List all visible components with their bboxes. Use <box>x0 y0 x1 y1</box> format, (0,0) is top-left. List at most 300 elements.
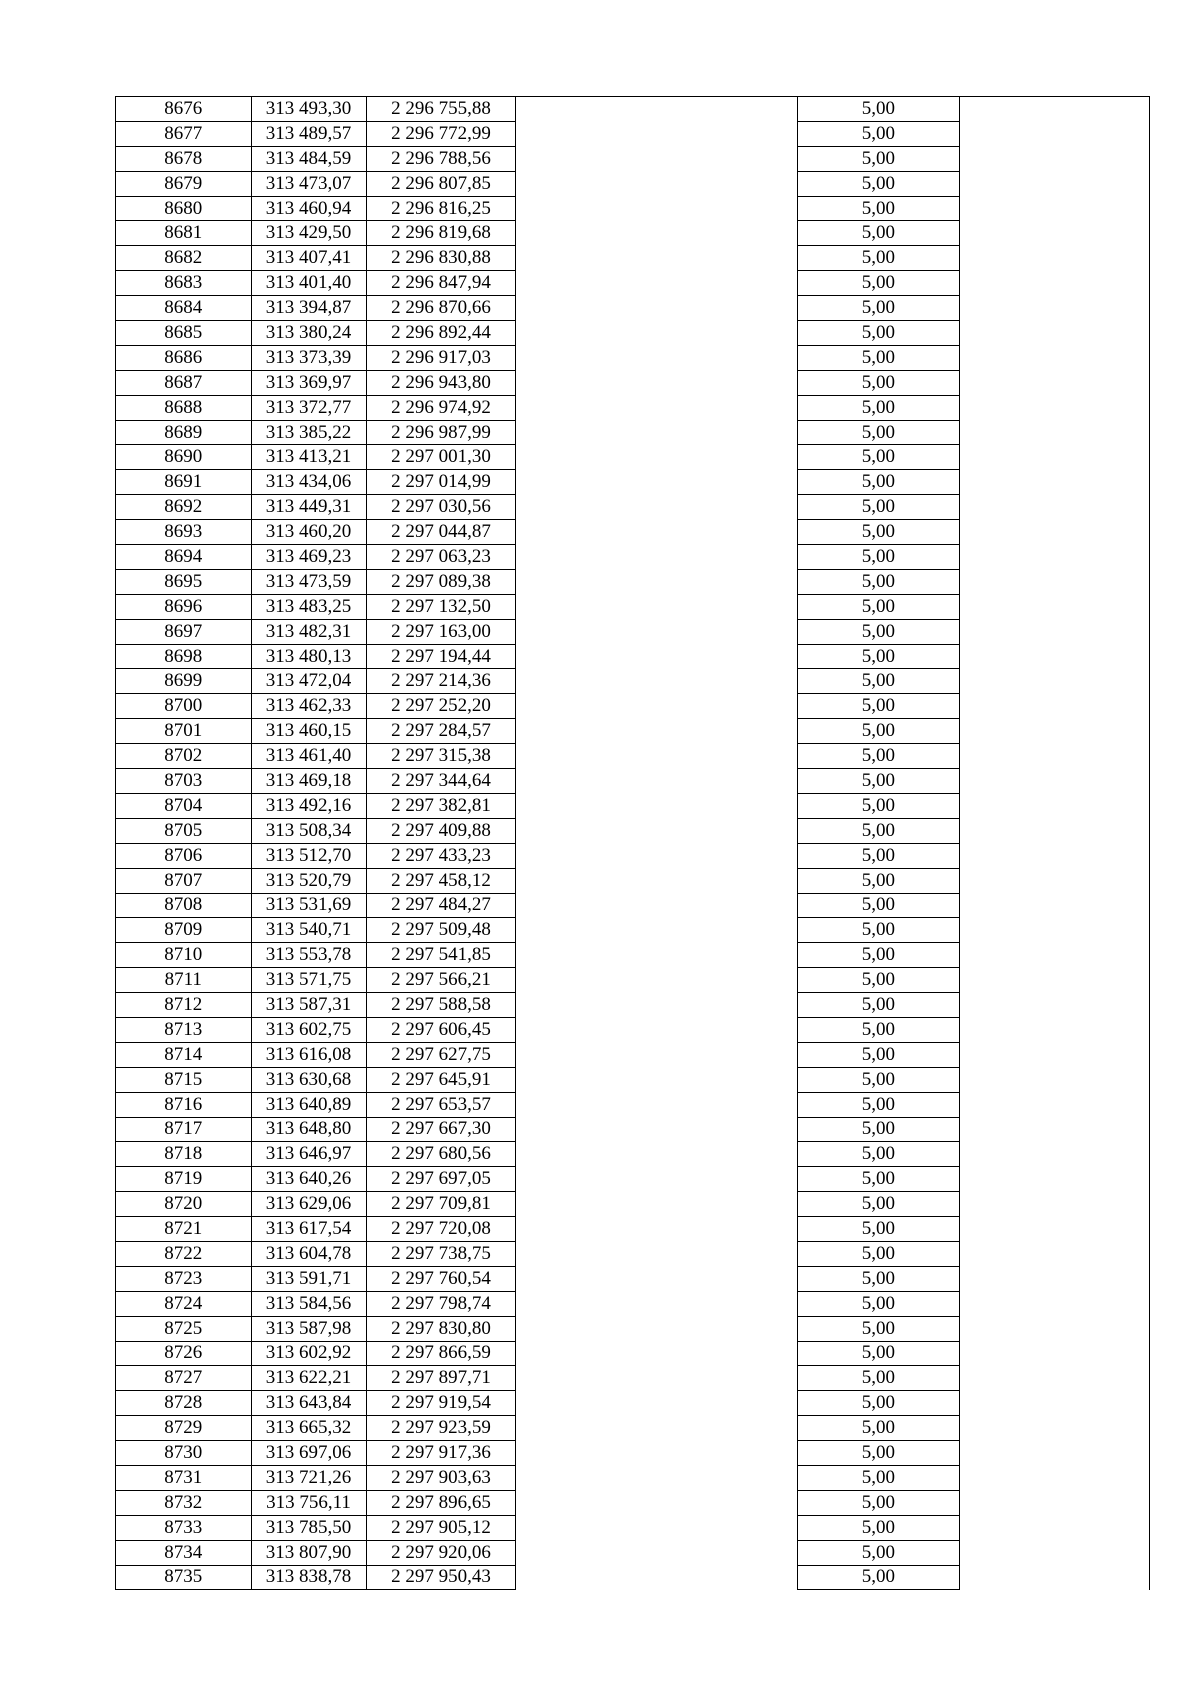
y-coordinate-cell: 2 297 680,56 <box>366 1142 516 1167</box>
x-coordinate-cell: 313 697,06 <box>251 1441 366 1466</box>
x-coordinate-cell: 313 591,71 <box>251 1266 366 1291</box>
y-coordinate-cell: 2 296 974,92 <box>366 395 516 420</box>
point-number-cell: 8703 <box>116 769 252 794</box>
empty-cell <box>960 221 1150 246</box>
table-row <box>116 569 1150 594</box>
empty-cell <box>516 1142 797 1167</box>
empty-cell <box>960 97 1150 122</box>
y-coordinate-cell: 2 297 001,30 <box>366 445 516 470</box>
table-row <box>116 1540 1150 1565</box>
point-number-cell: 8722 <box>116 1241 252 1266</box>
empty-cell <box>960 520 1150 545</box>
y-coordinate-cell: 2 297 315,38 <box>366 744 516 769</box>
table-row <box>116 1490 1150 1515</box>
table-row <box>116 1067 1150 1092</box>
value-cell: 5,00 <box>797 1017 959 1042</box>
empty-cell <box>960 1192 1150 1217</box>
value-cell: 5,00 <box>797 171 959 196</box>
table-row <box>116 97 1150 122</box>
value-cell: 5,00 <box>797 594 959 619</box>
point-number-cell: 8683 <box>116 271 252 296</box>
x-coordinate-cell: 313 434,06 <box>251 470 366 495</box>
table-row <box>116 1217 1150 1242</box>
table-row <box>116 395 1150 420</box>
table-row <box>116 296 1150 321</box>
empty-cell <box>516 744 797 769</box>
x-coordinate-cell: 313 460,20 <box>251 520 366 545</box>
value-cell: 5,00 <box>797 694 959 719</box>
y-coordinate-cell: 2 297 163,00 <box>366 619 516 644</box>
empty-cell <box>516 1117 797 1142</box>
empty-cell <box>960 1217 1150 1242</box>
table-row <box>116 893 1150 918</box>
y-coordinate-cell: 2 297 030,56 <box>366 495 516 520</box>
x-coordinate-cell: 313 785,50 <box>251 1515 366 1540</box>
table-row <box>116 943 1150 968</box>
empty-cell <box>960 769 1150 794</box>
empty-cell <box>516 993 797 1018</box>
x-coordinate-cell: 313 472,04 <box>251 669 366 694</box>
table-row <box>116 968 1150 993</box>
empty-cell <box>960 246 1150 271</box>
y-coordinate-cell: 2 297 919,54 <box>366 1391 516 1416</box>
empty-cell <box>960 1441 1150 1466</box>
x-coordinate-cell: 313 407,41 <box>251 246 366 271</box>
table-row <box>116 520 1150 545</box>
value-cell: 5,00 <box>797 1416 959 1441</box>
table-row <box>116 1142 1150 1167</box>
empty-cell <box>516 1217 797 1242</box>
table-row <box>116 1316 1150 1341</box>
y-coordinate-cell: 2 297 645,91 <box>366 1067 516 1092</box>
y-coordinate-cell: 2 297 709,81 <box>366 1192 516 1217</box>
table-row <box>116 868 1150 893</box>
empty-cell <box>516 1092 797 1117</box>
empty-cell <box>516 1241 797 1266</box>
point-number-cell: 8685 <box>116 321 252 346</box>
value-cell: 5,00 <box>797 1167 959 1192</box>
y-coordinate-cell: 2 297 132,50 <box>366 594 516 619</box>
x-coordinate-cell: 313 385,22 <box>251 420 366 445</box>
table-row <box>116 1266 1150 1291</box>
table-row <box>116 769 1150 794</box>
table-row <box>116 246 1150 271</box>
y-coordinate-cell: 2 296 892,44 <box>366 321 516 346</box>
point-number-cell: 8697 <box>116 619 252 644</box>
value-cell: 5,00 <box>797 520 959 545</box>
point-number-cell: 8720 <box>116 1192 252 1217</box>
empty-cell <box>960 345 1150 370</box>
value-cell: 5,00 <box>797 818 959 843</box>
empty-cell <box>516 420 797 445</box>
y-coordinate-cell: 2 297 433,23 <box>366 843 516 868</box>
point-number-cell: 8684 <box>116 296 252 321</box>
empty-cell <box>960 868 1150 893</box>
empty-cell <box>960 644 1150 669</box>
empty-cell <box>516 1042 797 1067</box>
table-row <box>116 619 1150 644</box>
value-cell: 5,00 <box>797 1291 959 1316</box>
empty-cell <box>960 1291 1150 1316</box>
x-coordinate-cell: 313 512,70 <box>251 843 366 868</box>
empty-cell <box>516 1366 797 1391</box>
value-cell: 5,00 <box>797 196 959 221</box>
point-number-cell: 8699 <box>116 669 252 694</box>
x-coordinate-cell: 313 508,34 <box>251 818 366 843</box>
y-coordinate-cell: 2 297 897,71 <box>366 1366 516 1391</box>
point-number-cell: 8723 <box>116 1266 252 1291</box>
empty-cell <box>960 1391 1150 1416</box>
empty-cell <box>960 171 1150 196</box>
empty-cell <box>960 1142 1150 1167</box>
empty-cell <box>960 1017 1150 1042</box>
empty-cell <box>960 843 1150 868</box>
x-coordinate-cell: 313 372,77 <box>251 395 366 420</box>
y-coordinate-cell: 2 296 943,80 <box>366 370 516 395</box>
value-cell: 5,00 <box>797 918 959 943</box>
empty-cell <box>516 171 797 196</box>
value-cell: 5,00 <box>797 445 959 470</box>
value-cell: 5,00 <box>797 669 959 694</box>
x-coordinate-cell: 313 462,33 <box>251 694 366 719</box>
value-cell: 5,00 <box>797 221 959 246</box>
x-coordinate-cell: 313 460,94 <box>251 196 366 221</box>
value-cell: 5,00 <box>797 1341 959 1366</box>
table-row <box>116 171 1150 196</box>
y-coordinate-cell: 2 296 819,68 <box>366 221 516 246</box>
y-coordinate-cell: 2 297 541,85 <box>366 943 516 968</box>
table-row <box>116 1192 1150 1217</box>
value-cell: 5,00 <box>797 719 959 744</box>
empty-cell <box>960 893 1150 918</box>
x-coordinate-cell: 313 493,30 <box>251 97 366 122</box>
x-coordinate-cell: 313 721,26 <box>251 1465 366 1490</box>
table-row <box>116 370 1150 395</box>
y-coordinate-cell: 2 297 720,08 <box>366 1217 516 1242</box>
table-row <box>116 420 1150 445</box>
y-coordinate-cell: 2 296 816,25 <box>366 196 516 221</box>
y-coordinate-cell: 2 297 214,36 <box>366 669 516 694</box>
value-cell: 5,00 <box>797 1042 959 1067</box>
value-cell: 5,00 <box>797 296 959 321</box>
value-cell: 5,00 <box>797 993 959 1018</box>
empty-cell <box>960 594 1150 619</box>
point-number-cell: 8731 <box>116 1465 252 1490</box>
empty-cell <box>516 345 797 370</box>
point-number-cell: 8688 <box>116 395 252 420</box>
x-coordinate-cell: 313 838,78 <box>251 1565 366 1590</box>
table-row <box>116 1391 1150 1416</box>
value-cell: 5,00 <box>797 271 959 296</box>
point-number-cell: 8682 <box>116 246 252 271</box>
x-coordinate-cell: 313 469,23 <box>251 545 366 570</box>
table-row <box>116 1117 1150 1142</box>
point-number-cell: 8678 <box>116 146 252 171</box>
y-coordinate-cell: 2 297 905,12 <box>366 1515 516 1540</box>
value-cell: 5,00 <box>797 1266 959 1291</box>
y-coordinate-cell: 2 296 788,56 <box>366 146 516 171</box>
empty-cell <box>516 1416 797 1441</box>
y-coordinate-cell: 2 297 566,21 <box>366 968 516 993</box>
x-coordinate-cell: 313 617,54 <box>251 1217 366 1242</box>
empty-cell <box>960 1117 1150 1142</box>
point-number-cell: 8727 <box>116 1366 252 1391</box>
empty-cell <box>516 271 797 296</box>
empty-cell <box>516 1490 797 1515</box>
value-cell: 5,00 <box>797 968 959 993</box>
table-row <box>116 993 1150 1018</box>
x-coordinate-cell: 313 394,87 <box>251 296 366 321</box>
point-number-cell: 8721 <box>116 1217 252 1242</box>
point-number-cell: 8677 <box>116 121 252 146</box>
empty-cell <box>960 1366 1150 1391</box>
x-coordinate-cell: 313 380,24 <box>251 321 366 346</box>
empty-cell <box>516 968 797 993</box>
point-number-cell: 8694 <box>116 545 252 570</box>
table-row <box>116 719 1150 744</box>
point-number-cell: 8710 <box>116 943 252 968</box>
x-coordinate-cell: 313 629,06 <box>251 1192 366 1217</box>
coordinate-table <box>115 96 1150 1590</box>
empty-cell <box>960 470 1150 495</box>
x-coordinate-cell: 313 429,50 <box>251 221 366 246</box>
table-row <box>116 1291 1150 1316</box>
x-coordinate-cell: 313 604,78 <box>251 1241 366 1266</box>
value-cell: 5,00 <box>797 943 959 968</box>
empty-cell <box>516 370 797 395</box>
empty-cell <box>960 495 1150 520</box>
y-coordinate-cell: 2 296 772,99 <box>366 121 516 146</box>
empty-cell <box>960 1092 1150 1117</box>
value-cell: 5,00 <box>797 370 959 395</box>
x-coordinate-cell: 313 807,90 <box>251 1540 366 1565</box>
empty-cell <box>960 1316 1150 1341</box>
y-coordinate-cell: 2 297 903,63 <box>366 1465 516 1490</box>
point-number-cell: 8735 <box>116 1565 252 1590</box>
value-cell: 5,00 <box>797 545 959 570</box>
y-coordinate-cell: 2 297 044,87 <box>366 520 516 545</box>
x-coordinate-cell: 313 622,21 <box>251 1366 366 1391</box>
empty-cell <box>960 918 1150 943</box>
table-row <box>116 744 1150 769</box>
value-cell: 5,00 <box>797 395 959 420</box>
x-coordinate-cell: 313 648,80 <box>251 1117 366 1142</box>
empty-cell <box>960 1515 1150 1540</box>
table-row <box>116 1416 1150 1441</box>
x-coordinate-cell: 313 482,31 <box>251 619 366 644</box>
empty-cell <box>960 1565 1150 1590</box>
y-coordinate-cell: 2 296 847,94 <box>366 271 516 296</box>
x-coordinate-cell: 313 413,21 <box>251 445 366 470</box>
empty-cell <box>960 420 1150 445</box>
empty-cell <box>960 271 1150 296</box>
empty-cell <box>960 1042 1150 1067</box>
empty-cell <box>516 1316 797 1341</box>
y-coordinate-cell: 2 297 950,43 <box>366 1565 516 1590</box>
x-coordinate-cell: 313 401,40 <box>251 271 366 296</box>
point-number-cell: 8702 <box>116 744 252 769</box>
value-cell: 5,00 <box>797 1441 959 1466</box>
empty-cell <box>960 993 1150 1018</box>
value-cell: 5,00 <box>797 121 959 146</box>
x-coordinate-cell: 313 640,89 <box>251 1092 366 1117</box>
point-number-cell: 8717 <box>116 1117 252 1142</box>
x-coordinate-cell: 313 571,75 <box>251 968 366 993</box>
table-row <box>116 818 1150 843</box>
empty-cell <box>516 669 797 694</box>
empty-cell <box>516 470 797 495</box>
empty-cell <box>960 943 1150 968</box>
empty-cell <box>516 1441 797 1466</box>
table-row <box>116 445 1150 470</box>
empty-cell <box>516 246 797 271</box>
point-number-cell: 8701 <box>116 719 252 744</box>
point-number-cell: 8718 <box>116 1142 252 1167</box>
x-coordinate-cell: 313 584,56 <box>251 1291 366 1316</box>
point-number-cell: 8700 <box>116 694 252 719</box>
empty-cell <box>960 793 1150 818</box>
x-coordinate-cell: 313 473,07 <box>251 171 366 196</box>
empty-cell <box>516 196 797 221</box>
empty-cell <box>960 146 1150 171</box>
empty-cell <box>516 893 797 918</box>
empty-cell <box>516 146 797 171</box>
table-row <box>116 1241 1150 1266</box>
empty-cell <box>960 1341 1150 1366</box>
x-coordinate-cell: 313 449,31 <box>251 495 366 520</box>
table-row <box>116 1441 1150 1466</box>
table-row <box>116 1017 1150 1042</box>
empty-cell <box>960 719 1150 744</box>
y-coordinate-cell: 2 297 866,59 <box>366 1341 516 1366</box>
table-row <box>116 793 1150 818</box>
empty-cell <box>516 818 797 843</box>
table-row <box>116 1565 1150 1590</box>
value-cell: 5,00 <box>797 644 959 669</box>
x-coordinate-cell: 313 373,39 <box>251 345 366 370</box>
empty-cell <box>516 943 797 968</box>
point-number-cell: 8706 <box>116 843 252 868</box>
y-coordinate-cell: 2 297 089,38 <box>366 569 516 594</box>
x-coordinate-cell: 313 540,71 <box>251 918 366 943</box>
point-number-cell: 8698 <box>116 644 252 669</box>
empty-cell <box>516 1540 797 1565</box>
empty-cell <box>516 1465 797 1490</box>
empty-cell <box>960 1241 1150 1266</box>
y-coordinate-cell: 2 297 760,54 <box>366 1266 516 1291</box>
value-cell: 5,00 <box>797 1540 959 1565</box>
value-cell: 5,00 <box>797 495 959 520</box>
point-number-cell: 8687 <box>116 370 252 395</box>
empty-cell <box>516 1565 797 1590</box>
table-row <box>116 221 1150 246</box>
x-coordinate-cell: 313 484,59 <box>251 146 366 171</box>
value-cell: 5,00 <box>797 1565 959 1590</box>
x-coordinate-cell: 313 520,79 <box>251 868 366 893</box>
table-row <box>116 271 1150 296</box>
table-row <box>116 1366 1150 1391</box>
x-coordinate-cell: 313 587,31 <box>251 993 366 1018</box>
value-cell: 5,00 <box>797 843 959 868</box>
y-coordinate-cell: 2 297 697,05 <box>366 1167 516 1192</box>
table-row <box>116 694 1150 719</box>
value-cell: 5,00 <box>797 1142 959 1167</box>
table-row <box>116 594 1150 619</box>
empty-cell <box>960 121 1150 146</box>
y-coordinate-cell: 2 297 896,65 <box>366 1490 516 1515</box>
point-number-cell: 8719 <box>116 1167 252 1192</box>
empty-cell <box>516 1067 797 1092</box>
x-coordinate-cell: 313 461,40 <box>251 744 366 769</box>
empty-cell <box>960 968 1150 993</box>
empty-cell <box>516 868 797 893</box>
empty-cell <box>960 569 1150 594</box>
y-coordinate-cell: 2 297 667,30 <box>366 1117 516 1142</box>
table-row <box>116 918 1150 943</box>
point-number-cell: 8704 <box>116 793 252 818</box>
empty-cell <box>516 918 797 943</box>
empty-cell <box>960 1465 1150 1490</box>
empty-cell <box>516 296 797 321</box>
point-number-cell: 8707 <box>116 868 252 893</box>
table-row <box>116 470 1150 495</box>
point-number-cell: 8715 <box>116 1067 252 1092</box>
table-row <box>116 1515 1150 1540</box>
value-cell: 5,00 <box>797 793 959 818</box>
y-coordinate-cell: 2 297 382,81 <box>366 793 516 818</box>
table-row <box>116 545 1150 570</box>
empty-cell <box>960 321 1150 346</box>
value-cell: 5,00 <box>797 769 959 794</box>
empty-cell <box>516 1341 797 1366</box>
empty-cell <box>960 395 1150 420</box>
value-cell: 5,00 <box>797 1217 959 1242</box>
table-row <box>116 495 1150 520</box>
point-number-cell: 8679 <box>116 171 252 196</box>
x-coordinate-cell: 313 640,26 <box>251 1167 366 1192</box>
point-number-cell: 8708 <box>116 893 252 918</box>
empty-cell <box>960 1540 1150 1565</box>
empty-cell <box>960 1490 1150 1515</box>
empty-cell <box>516 719 797 744</box>
y-coordinate-cell: 2 297 194,44 <box>366 644 516 669</box>
point-number-cell: 8726 <box>116 1341 252 1366</box>
point-number-cell: 8686 <box>116 345 252 370</box>
empty-cell <box>516 321 797 346</box>
y-coordinate-cell: 2 297 738,75 <box>366 1241 516 1266</box>
point-number-cell: 8693 <box>116 520 252 545</box>
table-row <box>116 1465 1150 1490</box>
point-number-cell: 8695 <box>116 569 252 594</box>
point-number-cell: 8681 <box>116 221 252 246</box>
x-coordinate-cell: 313 531,69 <box>251 893 366 918</box>
point-number-cell: 8696 <box>116 594 252 619</box>
x-coordinate-cell: 313 369,97 <box>251 370 366 395</box>
coordinate-table-body <box>116 97 1150 1590</box>
empty-cell <box>960 1067 1150 1092</box>
empty-cell <box>516 395 797 420</box>
point-number-cell: 8714 <box>116 1042 252 1067</box>
empty-cell <box>516 97 797 122</box>
value-cell: 5,00 <box>797 1366 959 1391</box>
empty-cell <box>960 1167 1150 1192</box>
y-coordinate-cell: 2 297 509,48 <box>366 918 516 943</box>
empty-cell <box>516 569 797 594</box>
value-cell: 5,00 <box>797 420 959 445</box>
x-coordinate-cell: 313 587,98 <box>251 1316 366 1341</box>
x-coordinate-cell: 313 469,18 <box>251 769 366 794</box>
empty-cell <box>516 1291 797 1316</box>
